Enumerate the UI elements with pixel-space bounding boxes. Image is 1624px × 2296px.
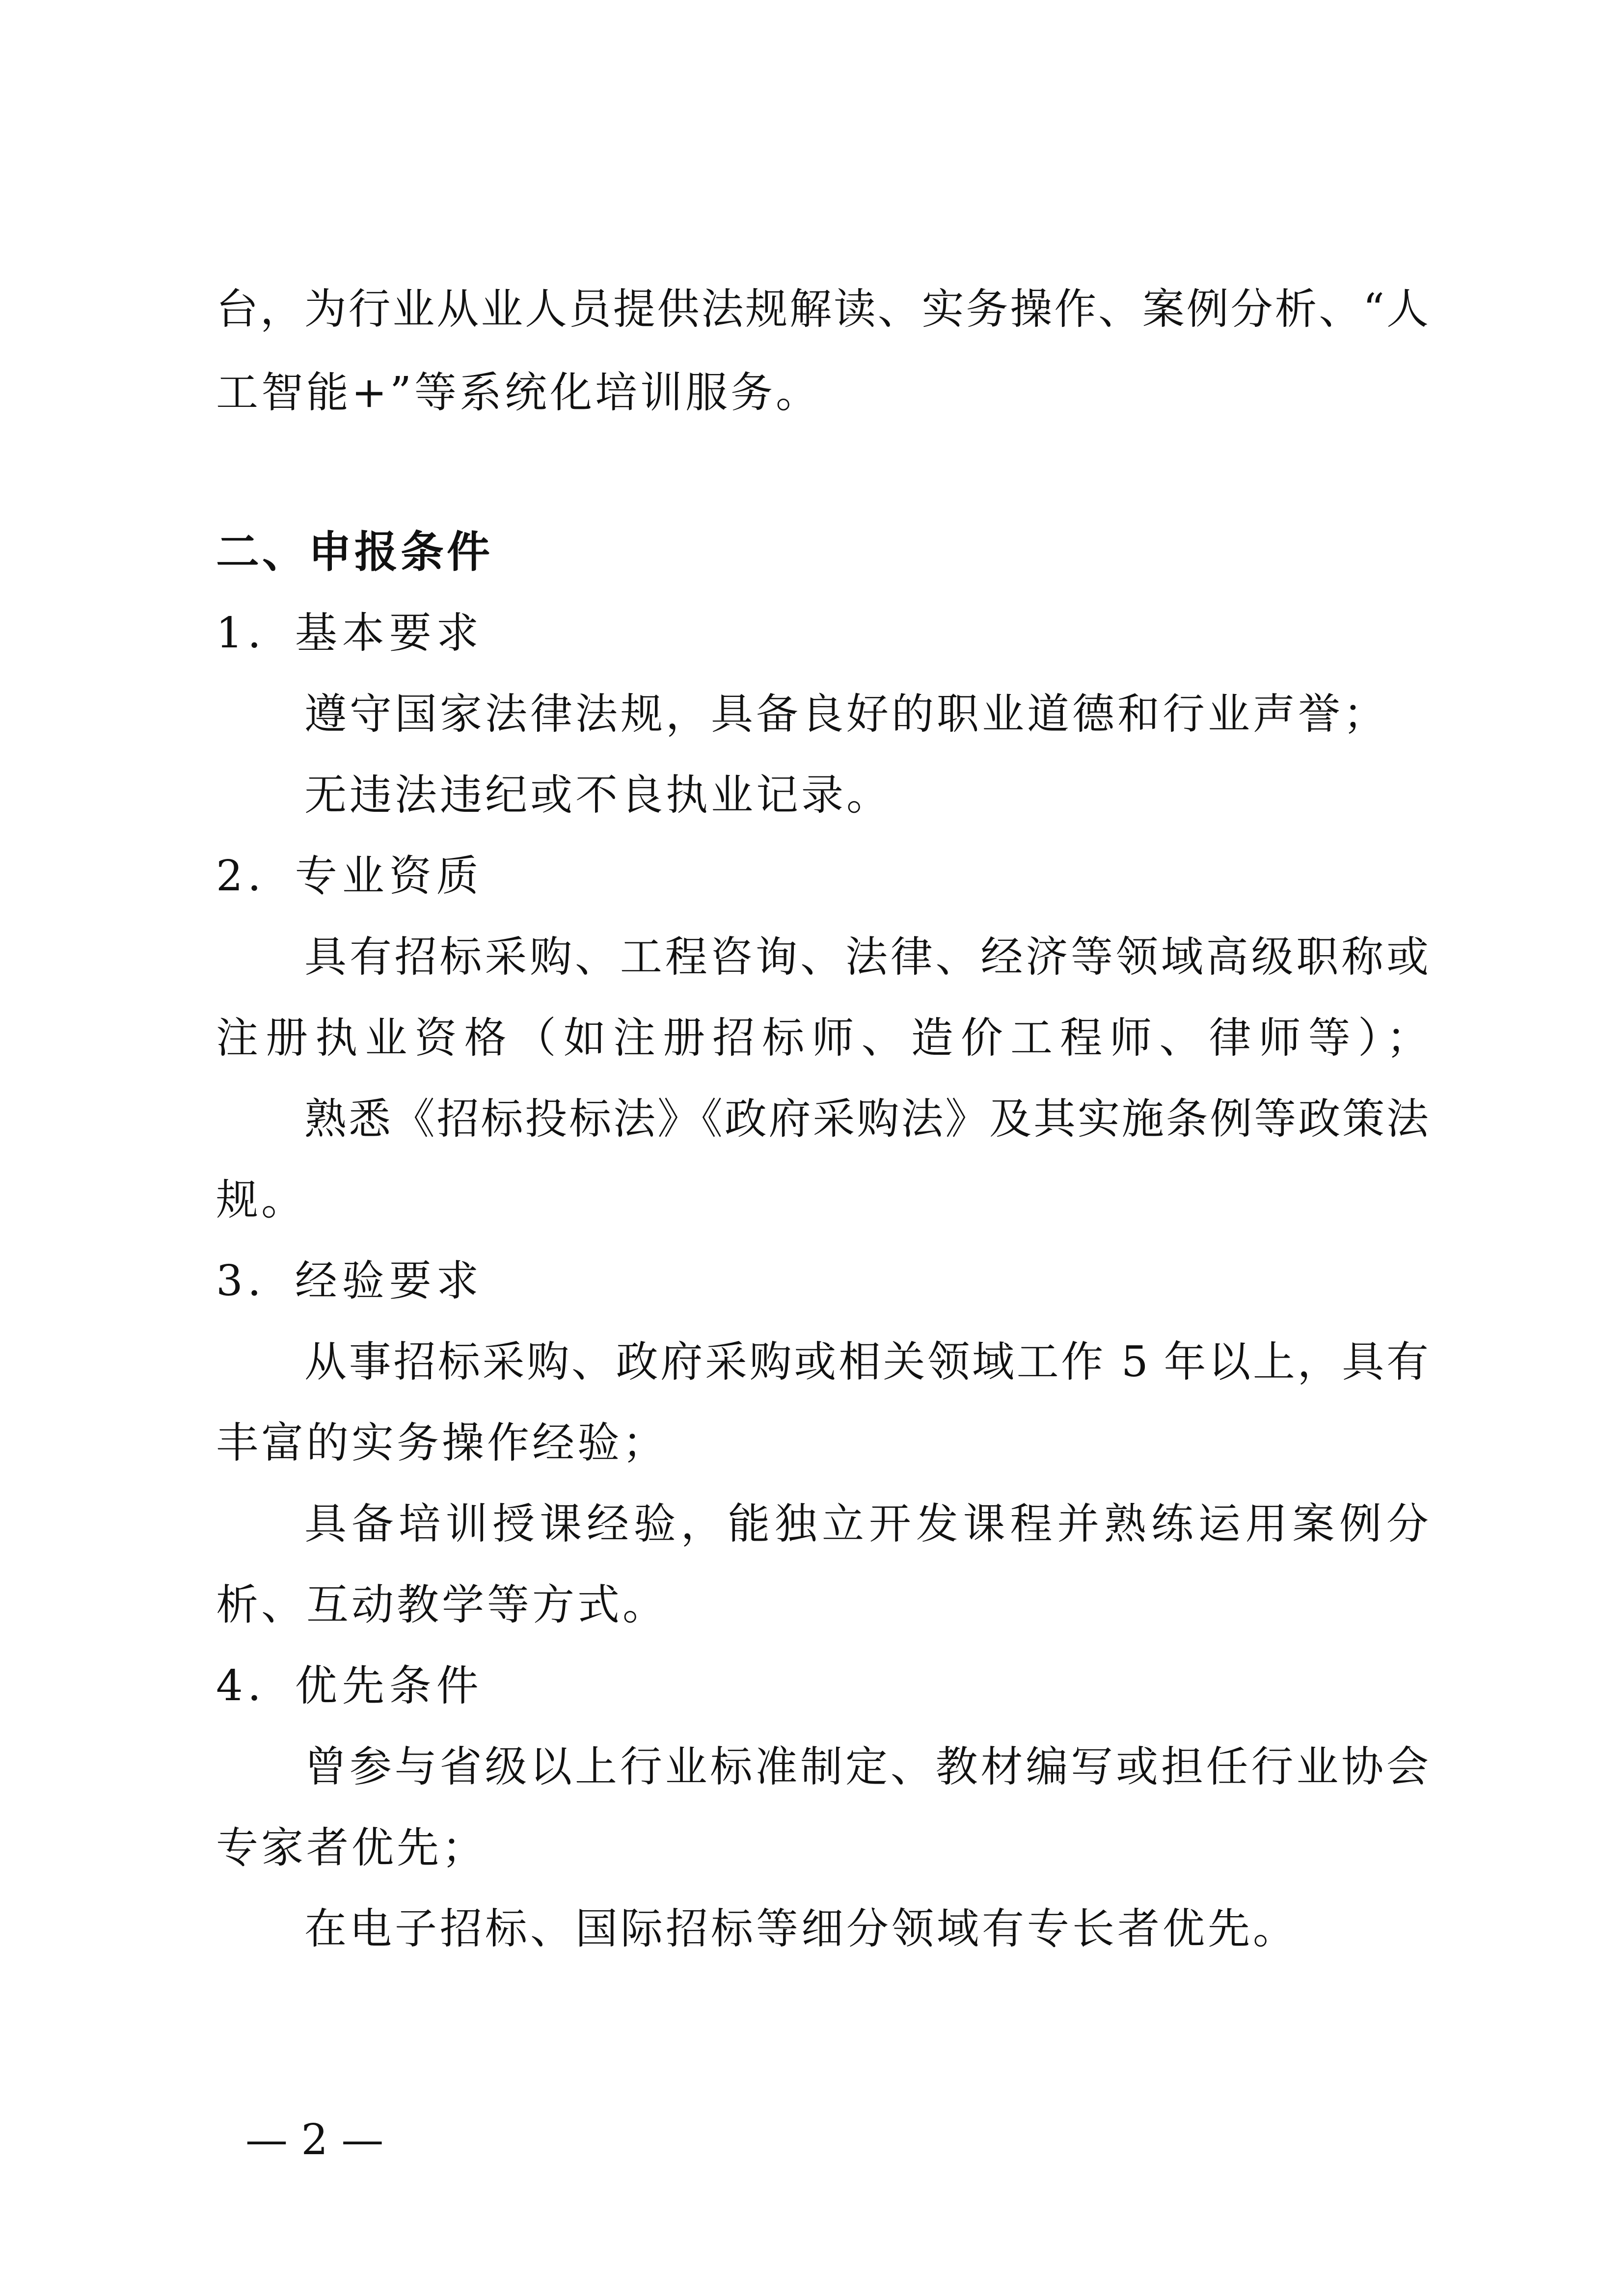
intro-line-2: 工智能+”等系统化培训服务。 <box>216 368 821 417</box>
subsection-2-line-3: 熟悉《招标投标法》《政府采购法》及其实施条例等政策法 <box>304 1095 1429 1144</box>
subsection-3-line-3: 具备培训授课经验，能独立开发课程并熟练运用案例分 <box>304 1499 1429 1548</box>
subsection-4-line-2: 专家者优先； <box>216 1823 487 1872</box>
subsection-4-line-3: 在电子招标、国际招标等细分领域有专长者优先。 <box>304 1904 1298 1953</box>
subsection-title-3: 3．经验要求 <box>216 1256 484 1306</box>
subsection-2-line-4: 规。 <box>216 1175 306 1225</box>
subsection-2-line-1: 具有招标采购、工程咨询、法律、经济等领域高级职称或 <box>304 933 1429 982</box>
subsection-2-line-2: 注册执业资格（如注册招标师、造价工程师、律师等）； <box>216 1014 1429 1063</box>
subsection-3-line-2: 丰富的实务操作经验； <box>216 1418 668 1468</box>
subsection-title-1: 1．基本要求 <box>216 609 484 658</box>
subsection-3-line-4: 析、互动教学等方式。 <box>216 1580 668 1629</box>
section-title: 二、申报条件 <box>216 527 493 577</box>
subsection-3-line-1: 从事招标采购、政府采购或相关领域工作 5 年以上，具有 <box>304 1337 1429 1387</box>
subsection-title-4: 4．优先条件 <box>216 1661 484 1710</box>
subsection-title-2: 2．专业资质 <box>216 852 484 901</box>
subsection-1-line-2: 无违法违纪或不良执业记录。 <box>304 771 892 820</box>
subsection-1-line-1: 遵守国家法律法规，具备良好的职业道德和行业声誉； <box>304 690 1388 739</box>
page-number: — 2 — <box>245 2115 384 2164</box>
intro-line-1: 台，为行业从业人员提供法规解读、实务操作、案例分析、“人 <box>216 285 1429 334</box>
subsection-4-line-1: 曾参与省级以上行业标准制定、教材编写或担任行业协会 <box>304 1742 1429 1791</box>
